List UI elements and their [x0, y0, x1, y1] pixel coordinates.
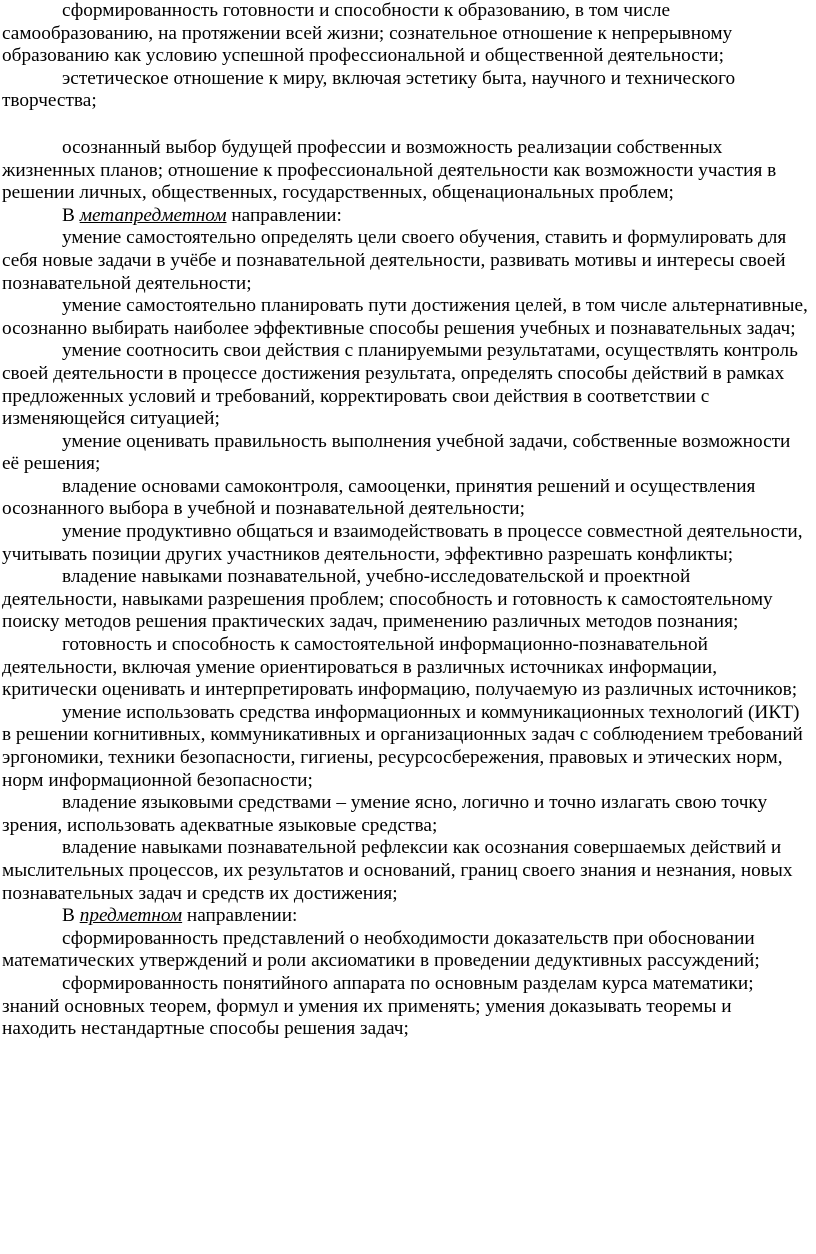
paragraph-gap: [2, 113, 810, 137]
heading-emphasis: метапредметном: [79, 204, 227, 226]
heading-emphasis: предметном: [79, 905, 183, 927]
paragraph-profession-choice: осознанный выбор будущей профессии и возможность реализации собственных жизненных планов; отношение к профессиональной деятельности как возможности участия в решении личных, общественных, государственных, общенациональных проблем;: [2, 136, 777, 204]
paragraph-aesthetic-attitude: эстетическое отношение к миру, включая эстетику быта, научного и технического творчества;: [2, 67, 736, 112]
paragraph-proof-necessity: сформированность представлений о необходимости доказательств при обосновании математических утверждений и роли аксиоматики в проведении дедуктивных рассуждений;: [2, 927, 760, 972]
paragraph-evaluate-task: умение оценивать правильность выполнения учебной задачи, собственные возможности её решения;: [2, 430, 791, 475]
section-heading-subject: [2, 905, 810, 928]
paragraph-set-goals: умение самостоятельно определять цели своего обучения, ставить и формулировать для себя новые задачи в учёбе и познавательной деятельности, развивать мотивы и интересы своей познавательной деятельности;: [2, 227, 787, 294]
paragraph-reflection: владение навыками познавательной рефлексии как осознания совершаемых действий и мыслительных процессов, их результатов и оснований, границ своего знания и незнания, новых познавательных задач и средств их достижения;: [2, 837, 793, 904]
paragraph-conceptual-apparatus: сформированность понятийного аппарата по основным разделам курса математики; знаний основных теорем, формул и умения их применять; умения доказывать теоремы и находить нестандартные способы решения задач;: [2, 972, 754, 1040]
paragraph-correlate-actions: умение соотносить свои действия с планируемыми результатами, осуществлять контроль своей деятельности в процессе достижения результата, определять способы действий в рамках предложенных условий и требований, корректировать свои действия в соответствии с изменяющейся ситуацией;: [2, 340, 798, 430]
paragraph-plan-paths: умение самостоятельно планировать пути достижения целей, в том числе альтернативные, осознанно выбирать наиболее эффективные способы решения учебных и познавательных задач;: [2, 295, 808, 339]
paragraph-self-control: владение основами самоконтроля, самооценки, принятия решений и осуществления осознанного выбора в учебной и познавательной деятельности;: [2, 475, 756, 520]
heading-prefix: В: [62, 204, 80, 226]
section-heading-metasubject: [2, 205, 810, 228]
heading-prefix: В: [62, 905, 80, 927]
heading-suffix: направлении:: [226, 204, 342, 226]
paragraph-communicate: умение продуктивно общаться и взаимодействовать в процессе совместной деятельности, учитывать позиции других участников деятельности, эффективно разрешать конфликты;: [2, 521, 803, 565]
paragraph-ict-usage: умение использовать средства информационных и коммуникационных технологий (ИКТ) в решении когнитивных, коммуникативных и организационных задач с соблюдением требований эргономики, техники безопасности, гигиены, ресурсосбережения, правовых и этических норм, норм информационной безопасности;: [2, 701, 803, 791]
paragraph-language-means: владение языковыми средствами – умение ясно, логично и точно излагать свою точку зрения, использовать адекватные языковые средства;: [2, 792, 768, 836]
paragraph-information-activity: готовность и способность к самостоятельной информационно-познавательной деятельности, включая умение ориентироваться в различных источниках информации, критически оценивать и интерпретировать информацию, получаемую из различных источников;: [2, 634, 798, 701]
paragraph-lifelong-learning: сформированность готовности и способности к образованию, в том числе самообразованию, на протяжении всей жизни; сознательное отношение к непрерывному образованию как условию успешной профессиональной и общественной деятельности;: [2, 0, 733, 67]
paragraph-research-skills: владение навыками познавательной, учебно-исследовательской и проектной деятельности, навыками разрешения проблем; способность и готовность к самостоятельному поиску методов решения практических задач, применению различных методов познания;: [2, 566, 773, 633]
heading-suffix: направлении:: [182, 905, 298, 927]
